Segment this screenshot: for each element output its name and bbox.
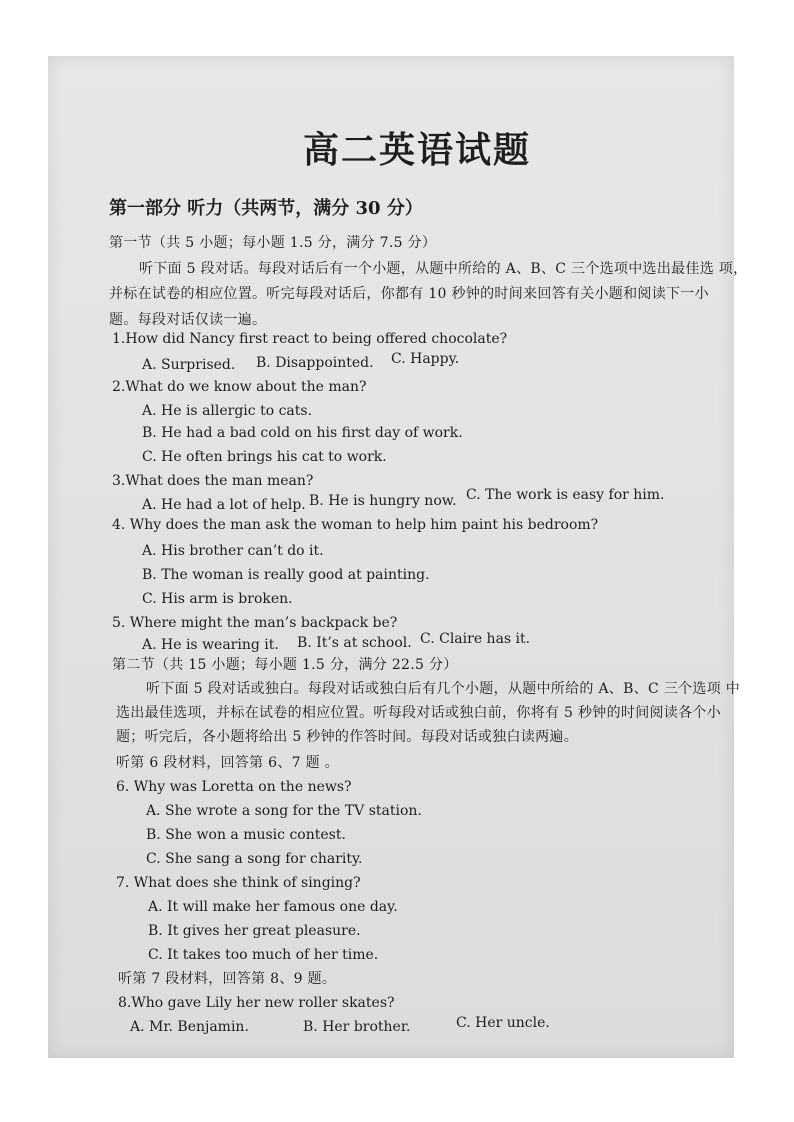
- q6-option-c: C. She sang a song for charity.: [146, 851, 363, 867]
- question-8: 8.Who gave Lily her new roller skates?: [118, 995, 395, 1011]
- q2-option-b: B. He had a bad cold on his first day of work.: [142, 425, 463, 441]
- q4-option-c: C. His arm is broken.: [142, 591, 293, 607]
- question-7: 7. What does she think of singing?: [116, 875, 361, 891]
- question-2: 2.What do we know about the man?: [112, 379, 367, 395]
- q5-option-b: B. It’s at school.: [297, 635, 412, 651]
- q8-option-c: C. Her uncle.: [456, 1015, 550, 1031]
- q1-option-c: C. Happy.: [391, 351, 460, 367]
- q3-option-b: B. He is hungry now.: [309, 493, 457, 509]
- q6-option-a: A. She wrote a song for the TV station.: [146, 803, 422, 819]
- q6-option-b: B. She won a music contest.: [146, 827, 346, 843]
- q5-option-a: A. He is wearing it.: [142, 637, 279, 653]
- section1-instruction-2: 并标在试卷的相应位置。听完每段对话后，你都有 10 秒钟的时间来回答有关小题和阅读下一小: [109, 286, 709, 302]
- section2-instruction-3: 题；听完后，各小题将给出 5 秒钟的作答时间。每段对话或独白读两遍。: [116, 729, 579, 745]
- material-6-heading: 听第 6 段材料，回答第 6、7 题 。: [116, 755, 339, 771]
- q3-option-a: A. He had a lot of help.: [142, 497, 306, 513]
- material-7-heading: 听第 7 段材料，回答第 8、9 题。: [118, 971, 337, 987]
- question-1: 1.How did Nancy first react to being offered chocolate?: [112, 331, 508, 347]
- question-4: 4. Why does the man ask the woman to help him paint his bedroom?: [112, 517, 599, 533]
- q2-option-a: A. He is allergic to cats.: [142, 403, 313, 419]
- section1-instruction-3: 题。每段对话仅读一遍。: [109, 312, 267, 328]
- section2-instruction-1: 听下面 5 段对话或独白。每段对话或独白后有几个小题，从题中所给的 A、B、C 三个选项 中: [146, 681, 741, 697]
- q3-option-c: C. The work is easy for him.: [466, 487, 665, 503]
- section1-instruction-1: 听下面 5 段对话。每段对话后有一个小题，从题中所给的 A、B、C 三个选项中选出最佳选 项，: [139, 261, 748, 277]
- q5-option-c: C. Claire has it.: [420, 631, 531, 647]
- q1-option-b: B. Disappointed.: [256, 355, 374, 371]
- question-5: 5. Where might the man’s backpack be?: [112, 615, 398, 631]
- q7-option-c: C. It takes too much of her time.: [148, 947, 379, 963]
- page-title: 高二英语试题: [303, 129, 532, 171]
- section1-heading: 第一节（共 5 小题；每小题 1.5 分，满分 7.5 分）: [109, 235, 437, 251]
- question-3: 3.What does the man mean?: [112, 473, 314, 489]
- section2-heading: 第二节（共 15 小题；每小题 1.5 分，满分 22.5 分）: [112, 657, 458, 673]
- q8-option-a: A. Mr. Benjamin.: [130, 1019, 249, 1035]
- q2-option-c: C. He often brings his cat to work.: [142, 449, 387, 465]
- part1-heading: 第一部分 听力（共两节，满分 30 分）: [109, 198, 423, 219]
- q4-option-a: A. His brother can’t do it.: [142, 543, 324, 559]
- bleed-through: [122, 140, 126, 154]
- q8-option-b: B. Her brother.: [303, 1019, 411, 1035]
- q7-option-a: A. It will make her famous one day.: [148, 899, 398, 915]
- q7-option-b: B. It gives her great pleasure.: [148, 923, 361, 939]
- q1-option-a: A. Surprised.: [142, 357, 236, 373]
- q4-option-b: B. The woman is really good at painting.: [142, 567, 430, 583]
- question-6: 6. Why was Loretta on the news?: [116, 779, 352, 795]
- section2-instruction-2: 选出最佳选项，并标在试卷的相应位置。听每段对话或独白前，你将有 5 秒钟的时间阅读各个小: [116, 705, 722, 721]
